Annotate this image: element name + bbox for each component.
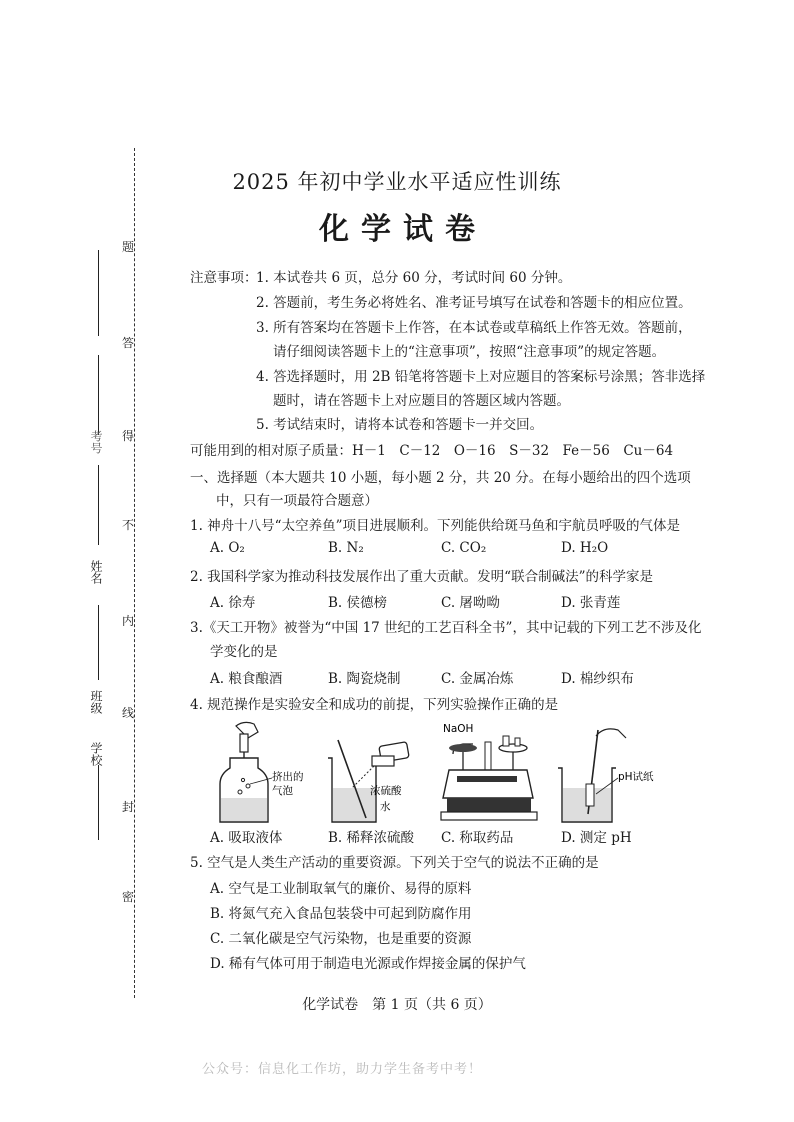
q2-option-c: C. 屠呦呦 bbox=[441, 595, 500, 611]
exam-subtitle: 2025 年初中学业水平适应性训练 bbox=[232, 170, 562, 194]
field-label-school: 学校 bbox=[89, 742, 103, 766]
notice-item: 1. 本试卷共 6 页，总分 60 分，考试时间 60 分钟。 bbox=[256, 270, 572, 286]
q5-option-d: D. 稀有气体可用于制造电光源或作焊接金属的保护气 bbox=[210, 956, 526, 972]
q1-option-c: C. CO₂ bbox=[441, 540, 487, 556]
q5-option-b: B. 将氮气充入食品包装袋中可起到防腐作用 bbox=[210, 906, 472, 922]
notice-item: 3. 所有答案均在答题卡上作答，在本试卷或草稿纸上作答无效。答题前， bbox=[256, 320, 692, 336]
seal-word-3: 得 bbox=[122, 425, 134, 446]
figure-a-label-2: 气泡 bbox=[272, 785, 293, 797]
figure-a-dropper bbox=[206, 718, 322, 826]
q5-option-c: C. 二氧化碳是空气污染物，也是重要的资源 bbox=[210, 931, 472, 947]
question-2-stem: 2. 我国科学家为推动科技发展作出了重大贡献。发明“联合制碱法”的科学家是 bbox=[190, 569, 653, 585]
atomic-masses: 可能用到的相对原子质量：H－1 C－12 O－16 S－32 Fe－56 Cu－64 bbox=[190, 443, 674, 459]
seal-word-2: 答 bbox=[122, 332, 134, 353]
notice-item: 2. 答题前，考生务必将姓名、准考证号填写在试卷和答题卡的相应位置。 bbox=[256, 295, 692, 311]
section-heading: 一、选择题（本大题共 10 小题，每小题 2 分，共 20 分。在每小题给出的四个选项 bbox=[190, 470, 691, 486]
seal-word-6: 线 bbox=[122, 702, 134, 723]
field-line-name bbox=[98, 465, 99, 545]
question-5-stem: 5. 空气是人类生产活动的重要资源。下列关于空气的说法不正确的是 bbox=[190, 855, 599, 871]
seal-word-5: 内 bbox=[122, 610, 134, 631]
question-4-stem: 4. 规范操作是实验安全和成功的前提，下列实验操作正确的是 bbox=[190, 697, 559, 713]
exam-title: 化学试卷 bbox=[319, 212, 487, 247]
figure-b-label-2: 水 bbox=[380, 801, 391, 813]
notice-label: 注意事项： bbox=[190, 270, 258, 286]
figure-c-label: NaOH bbox=[443, 723, 474, 735]
field-line-class bbox=[98, 605, 99, 680]
question-3-stem: 3.《天工开物》被誉为“中国 17 世纪的工艺百科全书”，其中记载的下列工艺不涉及化 bbox=[190, 620, 702, 636]
q3-option-a: A. 粮食酿酒 bbox=[210, 671, 283, 687]
figure-b-dilution bbox=[322, 718, 438, 826]
q3-option-d: D. 棉纱织布 bbox=[561, 671, 634, 687]
section-heading-cont: 中，只有一项最符合题意） bbox=[216, 493, 378, 509]
field-label-name: 姓名 bbox=[89, 560, 103, 584]
q1-option-d: D. H₂O bbox=[561, 540, 609, 556]
q3-option-c: C. 金属冶炼 bbox=[441, 671, 514, 687]
seal-word-1: 题 bbox=[122, 236, 134, 257]
figure-d-ph-test bbox=[556, 718, 672, 826]
q3-option-b: B. 陶瓷烧制 bbox=[328, 671, 401, 687]
q4-option-c: C. 称取药品 bbox=[441, 830, 514, 846]
figure-a-label-1: 挤出的 bbox=[272, 771, 304, 783]
field-label-kaohao: 考号 bbox=[89, 430, 103, 454]
field-line-kaohao bbox=[98, 355, 99, 435]
notice-item: 题时，请在答题卡上对应题目的答题区域内答题。 bbox=[273, 393, 570, 409]
q5-option-a: A. 空气是工业制取氧气的廉价、易得的原料 bbox=[210, 881, 472, 897]
q2-option-b: B. 侯德榜 bbox=[328, 595, 388, 611]
question-1-stem: 1. 神舟十八号“太空养鱼”项目进展顺利。下列能供给斑马鱼和宇航员呼吸的气体是 bbox=[190, 518, 680, 534]
field-line-school bbox=[98, 765, 99, 840]
seal-dashed-line bbox=[134, 148, 135, 998]
notice-item: 请仔细阅读答题卡上的“注意事项”，按照“注意事项”的规定答题。 bbox=[273, 344, 666, 360]
seal-word-8: 密 bbox=[122, 886, 134, 907]
q1-option-a: A. O₂ bbox=[210, 540, 245, 556]
field-label-class: 班级 bbox=[89, 690, 103, 714]
q2-option-a: A. 徐寿 bbox=[210, 595, 256, 611]
seal-word-7: 封 bbox=[122, 796, 134, 817]
field-line-top bbox=[98, 250, 99, 336]
q1-option-b: B. N₂ bbox=[328, 540, 364, 556]
figure-b-label-1: 浓硫酸 bbox=[370, 785, 402, 797]
question-3-stem-cont: 学变化的是 bbox=[210, 644, 278, 660]
q4-option-b: B. 稀释浓硫酸 bbox=[328, 830, 415, 846]
seal-word-4: 不 bbox=[122, 514, 134, 535]
page-footer: 化学试卷 第 1 页（共 6 页） bbox=[302, 997, 492, 1013]
q4-option-a: A. 吸取液体 bbox=[210, 830, 283, 846]
q4-option-d: D. 测定 pH bbox=[561, 830, 632, 846]
figure-c-balance bbox=[437, 718, 553, 826]
figure-d-label: pH试纸 bbox=[618, 771, 654, 783]
watermark: 公众号：信息化工作坊，助力学生备考中考！ bbox=[202, 1062, 483, 1077]
notice-item: 4. 答选择题时，用 2B 铅笔将答题卡上对应题目的答案标号涂黑；答非选择 bbox=[256, 369, 706, 385]
notice-item: 5. 考试结束时，请将本试卷和答题卡一并交回。 bbox=[256, 417, 544, 433]
q2-option-d: D. 张青莲 bbox=[561, 595, 621, 611]
